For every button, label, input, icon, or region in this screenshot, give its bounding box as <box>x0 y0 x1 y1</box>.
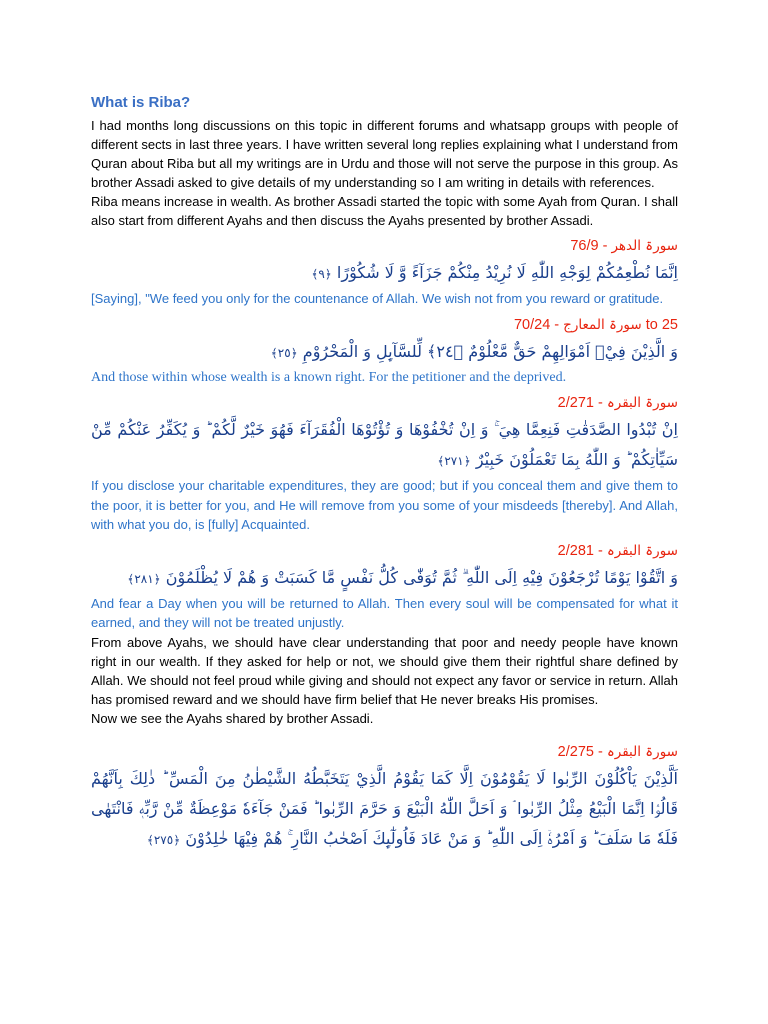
ayah-number: 2/281 <box>557 542 594 559</box>
arabic-text: وَ اتَّقُوْا يَوْمًا تُرْجَعُوْنَ فِيْهِ اِلَى اللّٰهِ ۗ ثُمَّ تُوَفّٰى كُلُّ نَفْسٍ مَّا كَسَبَتْ وَ هُمْ لَا يُظْلَمُوْنَ <box>165 567 678 587</box>
translation: [Saying], "We feed you only for the countenance of Allah. We wish not from you reward or gratitude. <box>91 291 664 306</box>
surah-name: سورۃ البقرہ <box>606 395 678 411</box>
translation: And those within whose wealth is a known right. For the petitioner and the deprived. <box>91 369 567 385</box>
arabic-text: اِنَّمَا نُطْعِمُكُمْ لِوَجْهِ اللّٰهِ لَا نُرِيْدُ مِنْكُمْ جَزَآءً وَّ لَا شُكُوْرًا <box>336 263 678 282</box>
ref-separator: - <box>550 316 564 333</box>
intro-paragraph-1: I had months long discussions on this topic in different forums and whatsapp groups with people of different sects in last three years. I have written several long replies explaining what I understand from Quran about Riba but all my writings are in Urdu and those will not serve the purpose in this group. As brother Assadi asked to give details of my understanding so I am writing in details with references. <box>91 118 678 190</box>
arabic-verse <box>91 563 678 594</box>
arabic-verse <box>91 337 678 368</box>
ayah-reference <box>91 234 678 258</box>
ayah-number: 76/9 <box>570 238 599 254</box>
surah-name: سورۃ الدھر <box>611 238 678 254</box>
ayah-reference <box>91 313 678 337</box>
ref-separator: - <box>593 395 607 411</box>
ayah-reference <box>91 539 678 563</box>
arabic-verse <box>91 415 678 476</box>
ayah-number: 2/271 <box>557 395 594 411</box>
surah-name: سورۃ المعارج <box>563 316 642 333</box>
verse-end-marker: ﴿٢٨١﴾ <box>127 571 161 586</box>
ref-separator: - <box>593 743 607 760</box>
ayah-reference <box>91 391 678 415</box>
translation: If you disclose your charitable expenditures, they are good; but if you conceal them and give them to the poor, it is better for you, and He will remove from you some of your misdeeds [thereby]. And Allah, with what you do, is [fully] Acquainted. <box>91 478 678 532</box>
verse-end-marker: ﴿٩﴾ <box>311 267 332 281</box>
arabic-text: اَلَّذِيْنَ يَاْكُلُوْنَ الرِّبٰوا لَا يَقُوْمُوْنَ اِلَّا كَمَا يَقُوْمُ الَّذِيْ يَتَخَبَّطُهُ الشَّيْطٰنُ مِنَ الْمَسِّ ؕ ذٰلِكَ بِاَنَّهُمْ قَالُوْۤا اِنَّمَا الْبَيْعُ مِثْلُ الرِّبٰوا ۘ وَ اَحَلَّ اللّٰهُ الْبَيْعَ وَ حَرَّمَ الرِّبٰوا ؕ فَمَنْ جَآءَهٗ مَوْعِظَةٌ مِّنْ رَّبِّهٖ فَانْتَهٰى فَلَهٗ مَا سَلَفَ ؕ وَ اَمْرُهٗۤ اِلَى اللّٰهِ ؕ وَ مَنْ عَادَ فَاُولٰٓىِٕكَ اَصْحٰبُ النَّارِ ۚ هُمْ فِيْهَا خٰلِدُوْنَ <box>91 768 678 848</box>
ref-separator: - <box>598 238 612 254</box>
verse-end-marker: ﴿٢٧٥﴾ <box>146 832 181 847</box>
ayah-number: 70/24 to 25 <box>513 316 678 333</box>
arabic-verse <box>91 258 678 289</box>
arabic-verse <box>91 764 678 855</box>
arabic-text: وَ الَّذِيْنَ فِيْۤ اَمْوَالِهِمْ حَقٌّ مَّعْلُوْمٌ ﴿٢٤﴾ لِّلسَّآىِٕلِ وَ الْمَحْرُوْمِ <box>302 341 678 361</box>
arabic-text: اِنْ تُبْدُوا الصَّدَقٰتِ فَنِعِمَّا هِيَ ۚ وَ اِنْ تُخْفُوْهَا وَ تُؤْتُوْهَا الْفُقَرَآءَ فَهُوَ خَيْرٌ لَّكُمْ ؕ وَ يُكَفِّرُ عَنْكُمْ مِّنْ سَيِّاٰتِكُمْ ؕ وَ اللّٰهُ بِمَا تَعْمَلُوْنَ خَبِيْرٌ <box>91 420 678 469</box>
discussion-paragraph: From above Ayahs, we should have clear understanding that poor and needy people have known right in our wealth. If they asked for help or not, we should give them their rightful share defined by Allah. We should not feel proud while giving and should not expect any favor or service in return. Allah has promised reward and we should have firm belief that He never breaks His promises. <box>91 634 678 707</box>
ayah-reference <box>91 740 678 764</box>
verse-end-marker: ﴿٢٧١﴾ <box>437 454 471 468</box>
discussion-line: Now we see the Ayahs shared by brother Assadi. <box>91 710 374 726</box>
translation: And fear a Day when you will be returned to Allah. Then every soul will be compensated for what it earned, and they will not be treated unjustly. <box>91 595 678 630</box>
verse-end-marker: ﴿٢٥﴾ <box>270 345 298 360</box>
surah-name: سورۃ البقرہ <box>606 542 678 559</box>
page-title: What is Riba? <box>91 94 191 111</box>
ref-separator: - <box>593 542 607 559</box>
ayah-number: 2/275 <box>557 743 594 760</box>
surah-name: سورۃ البقرہ <box>606 743 678 760</box>
intro-paragraph-2: Riba means increase in wealth. As brother Assadi started the topic with some Ayah from Quran. I shall also start from different Ayahs and then discuss the Ayahs presented by brother Assadi. <box>91 194 678 228</box>
